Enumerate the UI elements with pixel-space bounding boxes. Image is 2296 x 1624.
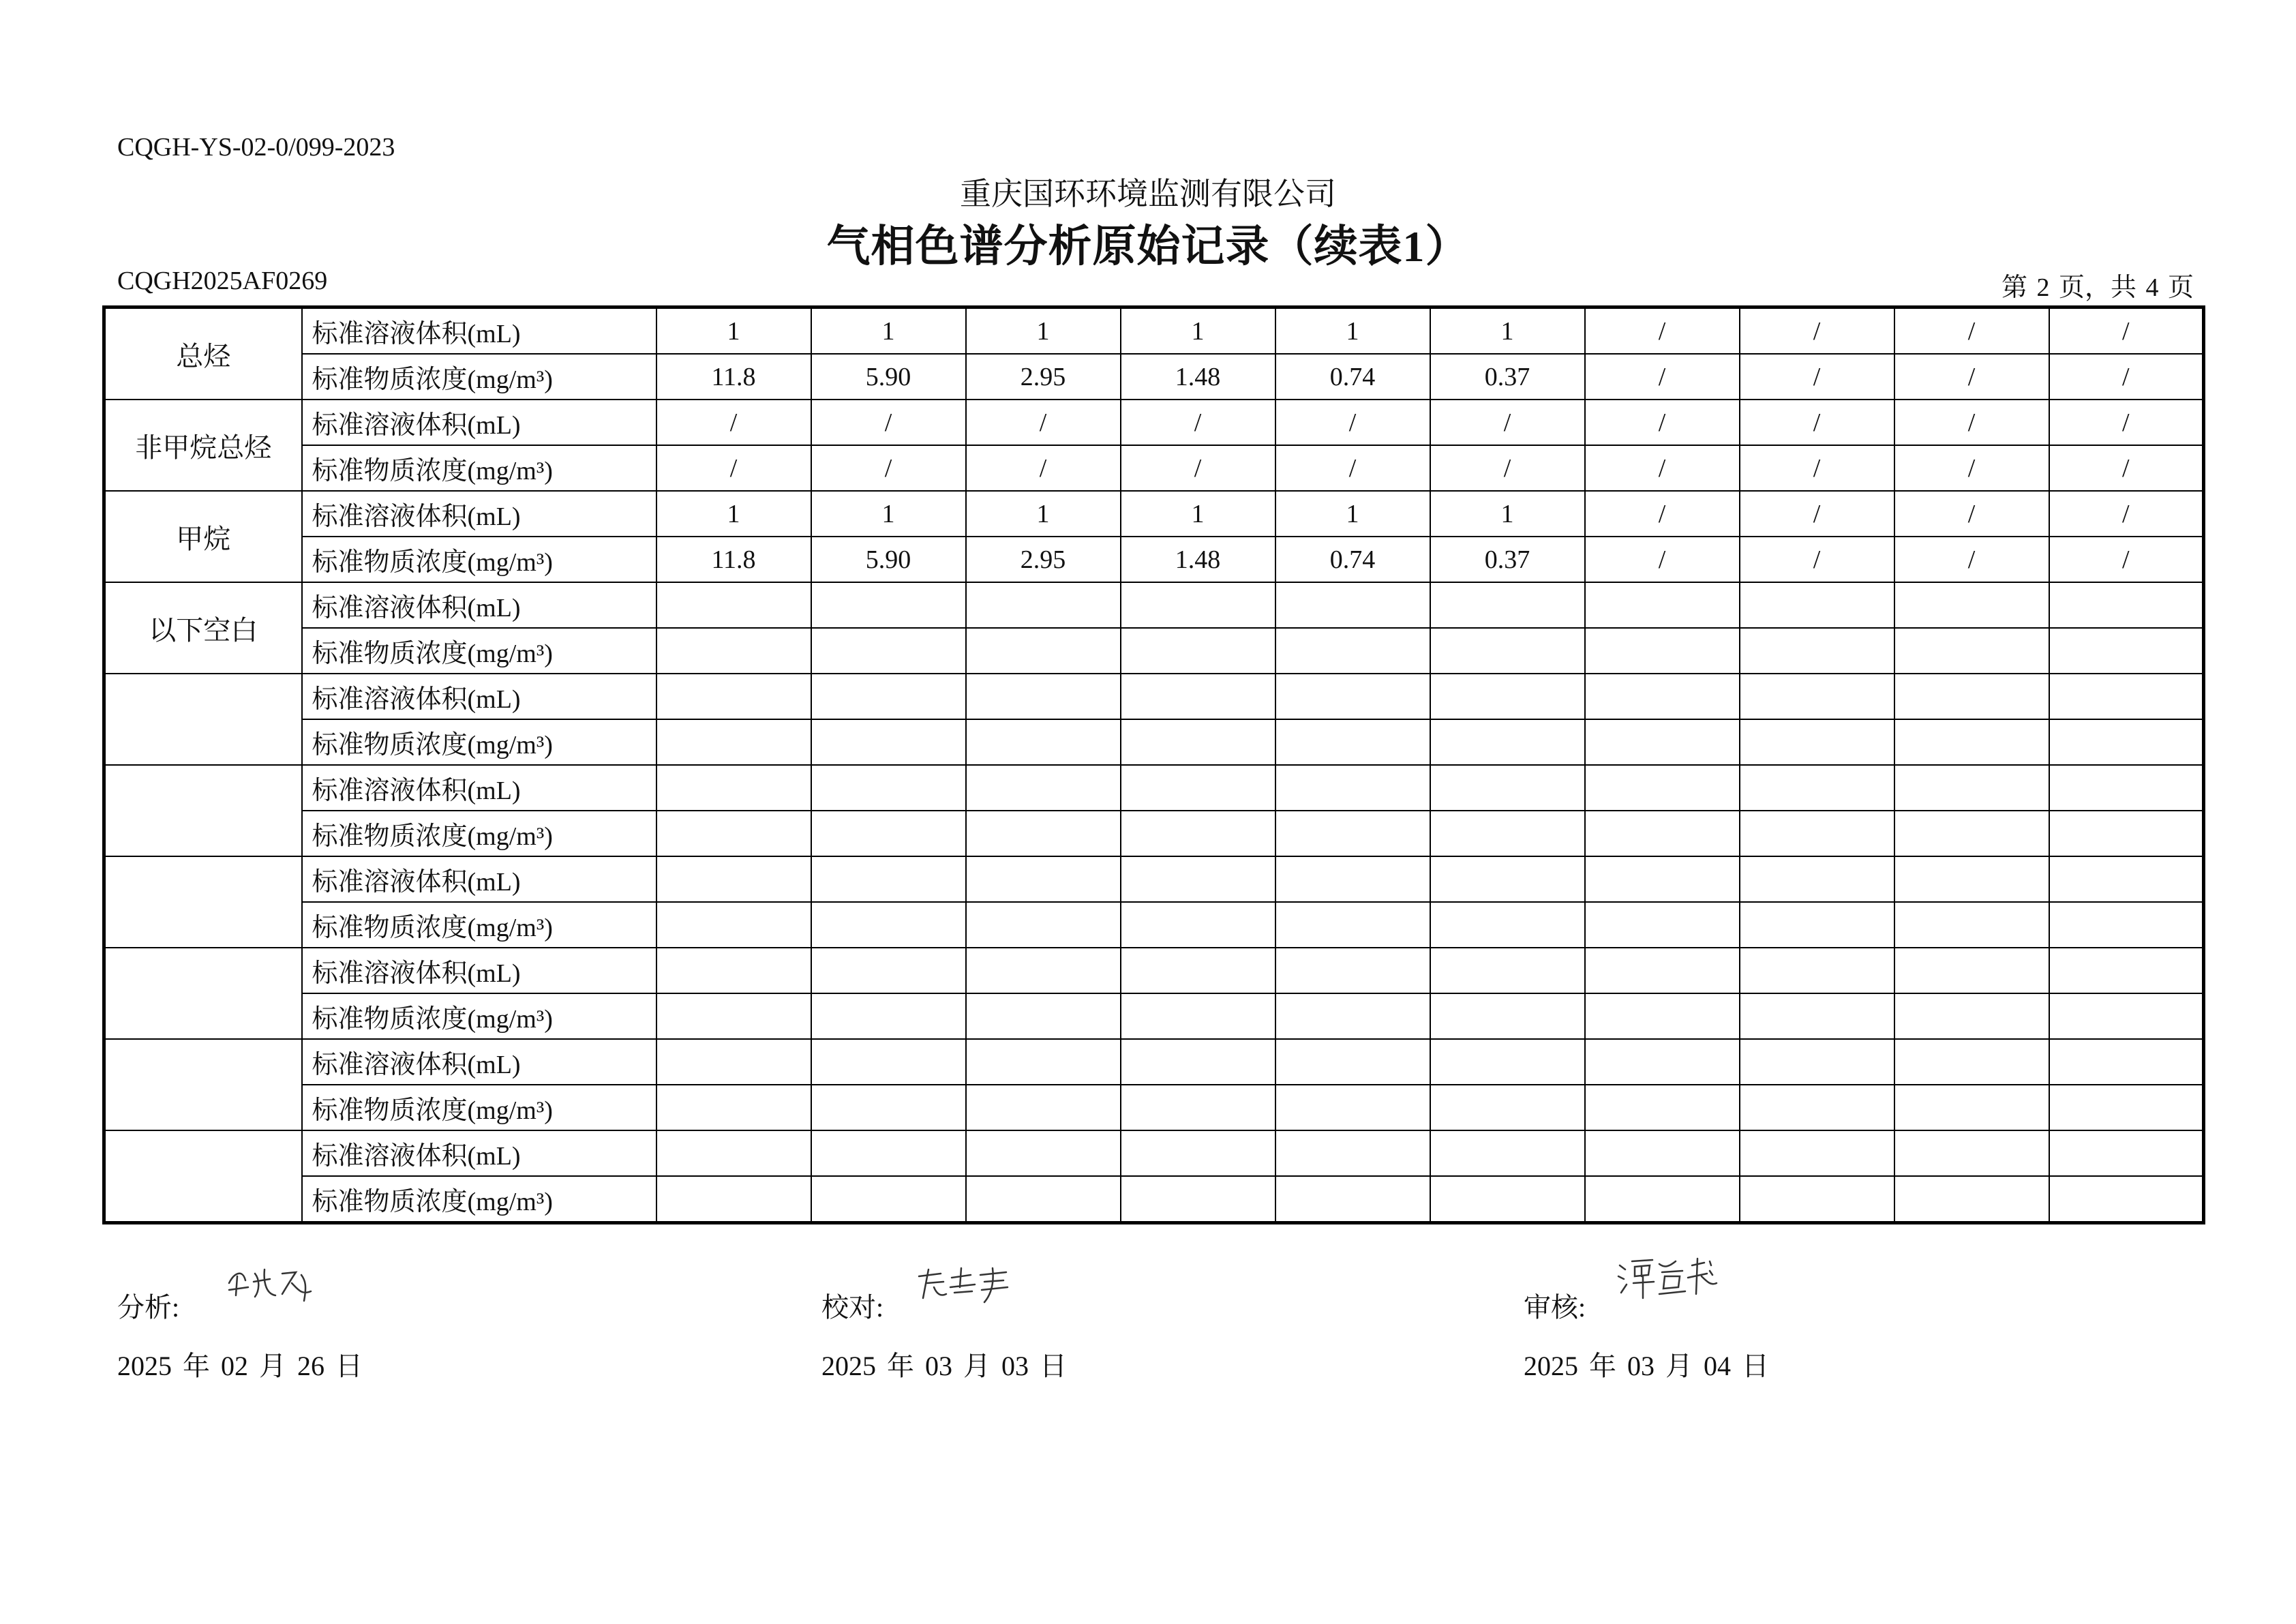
volume-label-cell: 标准溶液体积(mL) xyxy=(302,307,656,355)
value-cell xyxy=(966,628,1121,674)
value-cell xyxy=(2049,1130,2204,1176)
value-cell xyxy=(811,811,966,856)
table-row xyxy=(104,1085,2204,1130)
value-cell xyxy=(1275,719,1430,765)
value-cell xyxy=(1430,1130,1585,1176)
value-cell xyxy=(656,765,811,811)
value-cell xyxy=(811,765,966,811)
value-cell: 1 xyxy=(966,491,1121,537)
value-cell xyxy=(1894,1176,2049,1223)
table-row xyxy=(104,1039,2204,1085)
value-cell: 1.48 xyxy=(1121,537,1275,582)
value-cell xyxy=(1585,765,1740,811)
value-cell xyxy=(2049,719,2204,765)
value-cell xyxy=(1121,1130,1275,1176)
value-cell xyxy=(1275,582,1430,628)
analyst-signature xyxy=(225,1260,320,1308)
table-row xyxy=(104,354,2204,400)
value-cell: 5.90 xyxy=(811,354,966,400)
value-cell xyxy=(811,1085,966,1130)
form-code: CQGH-YS-02-0/099-2023 xyxy=(117,133,395,162)
value-cell xyxy=(1740,902,1894,948)
value-cell xyxy=(1430,719,1585,765)
checker-label: 校对: xyxy=(821,1292,884,1323)
page-indicator: 第 2 页，共 4 页 xyxy=(2001,273,2194,302)
value-cell: / xyxy=(966,400,1121,445)
value-cell xyxy=(811,719,966,765)
value-cell xyxy=(1585,856,1740,902)
value-cell xyxy=(656,993,811,1039)
value-cell xyxy=(1121,628,1275,674)
value-cell xyxy=(656,1130,811,1176)
value-cell xyxy=(1740,719,1894,765)
reviewer-date: 2025 年 03 月 04 日 xyxy=(1524,1351,1769,1381)
value-cell xyxy=(1121,856,1275,902)
value-cell xyxy=(1585,948,1740,993)
value-cell xyxy=(1121,811,1275,856)
table-row xyxy=(104,582,2204,628)
value-cell xyxy=(1275,902,1430,948)
value-cell xyxy=(1430,1039,1585,1085)
group-name-cell xyxy=(104,674,302,765)
value-cell: 0.74 xyxy=(1275,537,1430,582)
value-cell xyxy=(1740,765,1894,811)
value-cell xyxy=(2049,628,2204,674)
value-cell xyxy=(966,765,1121,811)
value-cell: 1 xyxy=(656,491,811,537)
value-cell: / xyxy=(1585,354,1740,400)
group-name-cell xyxy=(104,948,302,1039)
value-cell xyxy=(811,993,966,1039)
value-cell xyxy=(1740,1176,1894,1223)
value-cell xyxy=(1121,765,1275,811)
value-cell: / xyxy=(1430,445,1585,491)
group-name-cell xyxy=(104,1039,302,1130)
value-cell xyxy=(966,993,1121,1039)
value-cell: 11.8 xyxy=(656,537,811,582)
value-cell: 1 xyxy=(1275,491,1430,537)
volume-label-cell: 标准溶液体积(mL) xyxy=(302,765,656,811)
value-cell xyxy=(1585,719,1740,765)
value-cell xyxy=(1121,948,1275,993)
group-name-cell xyxy=(104,765,302,856)
value-cell: / xyxy=(811,445,966,491)
table-row xyxy=(104,445,2204,491)
value-cell xyxy=(1430,1085,1585,1130)
value-cell xyxy=(966,1039,1121,1085)
value-cell: / xyxy=(1894,354,2049,400)
value-cell xyxy=(1740,1039,1894,1085)
value-cell xyxy=(2049,902,2204,948)
value-cell xyxy=(811,856,966,902)
concentration-label-cell: 标准物质浓度(mg/m³) xyxy=(302,354,656,400)
value-cell xyxy=(1275,628,1430,674)
value-cell xyxy=(1585,1085,1740,1130)
value-cell: / xyxy=(1585,400,1740,445)
value-cell: / xyxy=(1585,445,1740,491)
concentration-label-cell: 标准物质浓度(mg/m³) xyxy=(302,902,656,948)
value-cell: / xyxy=(2049,491,2204,537)
value-cell xyxy=(1275,1130,1430,1176)
value-cell xyxy=(1894,902,2049,948)
value-cell xyxy=(1275,765,1430,811)
table-row xyxy=(104,811,2204,856)
value-cell xyxy=(811,1130,966,1176)
group-name-cell: 总烃 xyxy=(104,307,302,400)
value-cell: / xyxy=(1740,537,1894,582)
value-cell xyxy=(1121,582,1275,628)
value-cell: 1 xyxy=(1430,307,1585,355)
volume-label-cell: 标准溶液体积(mL) xyxy=(302,674,656,719)
value-cell xyxy=(1121,674,1275,719)
value-cell xyxy=(1275,1085,1430,1130)
value-cell xyxy=(1121,993,1275,1039)
value-cell xyxy=(1585,582,1740,628)
table-row xyxy=(104,674,2204,719)
value-cell: 1.48 xyxy=(1121,354,1275,400)
value-cell xyxy=(1121,719,1275,765)
value-cell xyxy=(656,856,811,902)
table-row xyxy=(104,491,2204,537)
value-cell xyxy=(1585,674,1740,719)
value-cell xyxy=(811,674,966,719)
value-cell xyxy=(2049,856,2204,902)
value-cell xyxy=(2049,582,2204,628)
value-cell: 1 xyxy=(811,307,966,355)
table-row xyxy=(104,719,2204,765)
value-cell xyxy=(811,1039,966,1085)
value-cell: / xyxy=(1430,400,1585,445)
volume-label-cell: 标准溶液体积(mL) xyxy=(302,582,656,628)
value-cell: 1 xyxy=(1275,307,1430,355)
volume-label-cell: 标准溶液体积(mL) xyxy=(302,948,656,993)
value-cell xyxy=(656,674,811,719)
value-cell xyxy=(1585,993,1740,1039)
value-cell: / xyxy=(1585,537,1740,582)
concentration-label-cell: 标准物质浓度(mg/m³) xyxy=(302,445,656,491)
value-cell: 2.95 xyxy=(966,537,1121,582)
value-cell xyxy=(1430,1176,1585,1223)
value-cell xyxy=(1894,1085,2049,1130)
value-cell: 5.90 xyxy=(811,537,966,582)
value-cell xyxy=(656,1176,811,1223)
value-cell xyxy=(1740,993,1894,1039)
volume-label-cell: 标准溶液体积(mL) xyxy=(302,400,656,445)
value-cell xyxy=(1430,628,1585,674)
value-cell: / xyxy=(1121,445,1275,491)
value-cell xyxy=(656,1039,811,1085)
value-cell xyxy=(1740,628,1894,674)
table-row xyxy=(104,400,2204,445)
table-row xyxy=(104,993,2204,1039)
value-cell: / xyxy=(966,445,1121,491)
value-cell xyxy=(656,902,811,948)
value-cell xyxy=(1740,948,1894,993)
value-cell xyxy=(1121,1039,1275,1085)
value-cell: / xyxy=(1121,400,1275,445)
value-cell xyxy=(1275,1039,1430,1085)
page-title: 气相色谱分析原始记录（续表1） xyxy=(826,222,1470,271)
value-cell xyxy=(811,948,966,993)
value-cell: / xyxy=(1740,445,1894,491)
value-cell: / xyxy=(1740,400,1894,445)
value-cell xyxy=(1740,674,1894,719)
value-cell xyxy=(1430,582,1585,628)
value-cell xyxy=(966,1130,1121,1176)
table-row xyxy=(104,628,2204,674)
concentration-label-cell: 标准物质浓度(mg/m³) xyxy=(302,719,656,765)
value-cell: / xyxy=(1740,354,1894,400)
value-cell: / xyxy=(1275,400,1430,445)
value-cell xyxy=(1894,1039,2049,1085)
value-cell: / xyxy=(1894,445,2049,491)
value-cell: / xyxy=(1894,491,2049,537)
value-cell xyxy=(1275,993,1430,1039)
value-cell: / xyxy=(1740,307,1894,355)
group-name-cell: 以下空白 xyxy=(104,582,302,674)
value-cell xyxy=(966,811,1121,856)
value-cell xyxy=(1585,1039,1740,1085)
value-cell xyxy=(1740,811,1894,856)
value-cell xyxy=(1121,1085,1275,1130)
value-cell xyxy=(2049,674,2204,719)
value-cell xyxy=(966,1176,1121,1223)
value-cell xyxy=(1585,1130,1740,1176)
value-cell: / xyxy=(2049,445,2204,491)
table-row xyxy=(104,307,2204,355)
value-cell xyxy=(1275,1176,1430,1223)
value-cell xyxy=(966,1085,1121,1130)
value-cell xyxy=(1740,856,1894,902)
value-cell: / xyxy=(1275,445,1430,491)
value-cell xyxy=(2049,1176,2204,1223)
value-cell xyxy=(656,811,811,856)
volume-label-cell: 标准溶液体积(mL) xyxy=(302,491,656,537)
value-cell: / xyxy=(2049,307,2204,355)
value-cell xyxy=(811,1176,966,1223)
record-number: CQGH2025AF0269 xyxy=(117,267,328,295)
value-cell xyxy=(811,628,966,674)
value-cell: / xyxy=(1740,491,1894,537)
value-cell xyxy=(1275,674,1430,719)
concentration-label-cell: 标准物质浓度(mg/m³) xyxy=(302,1176,656,1223)
value-cell xyxy=(1894,765,2049,811)
value-cell xyxy=(656,1085,811,1130)
value-cell: / xyxy=(656,445,811,491)
volume-label-cell: 标准溶液体积(mL) xyxy=(302,1039,656,1085)
value-cell xyxy=(966,719,1121,765)
value-cell xyxy=(1894,1130,2049,1176)
value-cell xyxy=(1430,948,1585,993)
group-name-cell: 甲烷 xyxy=(104,491,302,582)
value-cell: 1 xyxy=(811,491,966,537)
value-cell xyxy=(1275,856,1430,902)
table-row xyxy=(104,902,2204,948)
table-row xyxy=(104,1176,2204,1223)
group-name-cell xyxy=(104,856,302,948)
value-cell xyxy=(1894,811,2049,856)
value-cell: / xyxy=(2049,400,2204,445)
value-cell: / xyxy=(1894,307,2049,355)
checker-date: 2025 年 03 月 03 日 xyxy=(821,1351,1067,1381)
value-cell: 1 xyxy=(966,307,1121,355)
value-cell xyxy=(656,582,811,628)
value-cell: 0.37 xyxy=(1430,354,1585,400)
group-name-cell: 非甲烷总烃 xyxy=(104,400,302,491)
value-cell: 1 xyxy=(1430,491,1585,537)
value-cell xyxy=(1585,811,1740,856)
value-cell xyxy=(656,628,811,674)
value-cell: 0.74 xyxy=(1275,354,1430,400)
standard-solution-table xyxy=(102,305,2205,1224)
reviewer-label: 审核: xyxy=(1524,1292,1586,1323)
analyst-label: 分析: xyxy=(117,1292,180,1323)
value-cell xyxy=(966,582,1121,628)
value-cell xyxy=(2049,948,2204,993)
value-cell xyxy=(2049,993,2204,1039)
value-cell xyxy=(1275,948,1430,993)
value-cell: 0.37 xyxy=(1430,537,1585,582)
value-cell xyxy=(1894,719,2049,765)
reviewer-signature xyxy=(1614,1252,1723,1306)
value-cell xyxy=(1430,765,1585,811)
value-cell xyxy=(1894,993,2049,1039)
value-cell: 2.95 xyxy=(966,354,1121,400)
value-cell xyxy=(1585,1176,1740,1223)
value-cell xyxy=(1121,1176,1275,1223)
table-row xyxy=(104,1130,2204,1176)
value-cell xyxy=(1894,856,2049,902)
value-cell: / xyxy=(1585,491,1740,537)
value-cell xyxy=(1430,674,1585,719)
value-cell: 11.8 xyxy=(656,354,811,400)
value-cell: / xyxy=(656,400,811,445)
value-cell xyxy=(2049,765,2204,811)
volume-label-cell: 标准溶液体积(mL) xyxy=(302,856,656,902)
table-row xyxy=(104,948,2204,993)
value-cell xyxy=(811,582,966,628)
value-cell: / xyxy=(1585,307,1740,355)
value-cell xyxy=(1275,811,1430,856)
value-cell xyxy=(656,719,811,765)
value-cell xyxy=(1585,628,1740,674)
table-row xyxy=(104,765,2204,811)
value-cell xyxy=(1740,1085,1894,1130)
value-cell xyxy=(966,948,1121,993)
value-cell: / xyxy=(811,400,966,445)
checker-signature xyxy=(913,1260,1016,1308)
value-cell xyxy=(966,856,1121,902)
value-cell xyxy=(1121,902,1275,948)
concentration-label-cell: 标准物质浓度(mg/m³) xyxy=(302,628,656,674)
value-cell xyxy=(811,902,966,948)
value-cell xyxy=(2049,811,2204,856)
group-name-cell xyxy=(104,1130,302,1223)
volume-label-cell: 标准溶液体积(mL) xyxy=(302,1130,656,1176)
concentration-label-cell: 标准物质浓度(mg/m³) xyxy=(302,811,656,856)
value-cell xyxy=(966,902,1121,948)
value-cell xyxy=(1430,856,1585,902)
value-cell xyxy=(1430,811,1585,856)
value-cell xyxy=(1430,993,1585,1039)
value-cell xyxy=(1894,948,2049,993)
value-cell xyxy=(2049,1039,2204,1085)
value-cell xyxy=(1740,582,1894,628)
value-cell xyxy=(1740,1130,1894,1176)
table-row xyxy=(104,537,2204,582)
concentration-label-cell: 标准物质浓度(mg/m³) xyxy=(302,1085,656,1130)
concentration-label-cell: 标准物质浓度(mg/m³) xyxy=(302,993,656,1039)
concentration-label-cell: 标准物质浓度(mg/m³) xyxy=(302,537,656,582)
analyst-date: 2025 年 02 月 26 日 xyxy=(117,1351,363,1381)
value-cell xyxy=(656,948,811,993)
value-cell xyxy=(1894,582,2049,628)
value-cell xyxy=(1894,674,2049,719)
value-cell xyxy=(1430,902,1585,948)
value-cell: / xyxy=(2049,537,2204,582)
value-cell: / xyxy=(1894,400,2049,445)
value-cell: / xyxy=(2049,354,2204,400)
value-cell: 1 xyxy=(1121,307,1275,355)
table-row xyxy=(104,856,2204,902)
company-name: 重庆国环环境监测有限公司 xyxy=(960,177,1336,211)
value-cell: 1 xyxy=(1121,491,1275,537)
value-cell: 1 xyxy=(656,307,811,355)
value-cell: / xyxy=(1894,537,2049,582)
value-cell xyxy=(966,674,1121,719)
value-cell xyxy=(1894,628,2049,674)
value-cell xyxy=(1585,902,1740,948)
value-cell xyxy=(2049,1085,2204,1130)
